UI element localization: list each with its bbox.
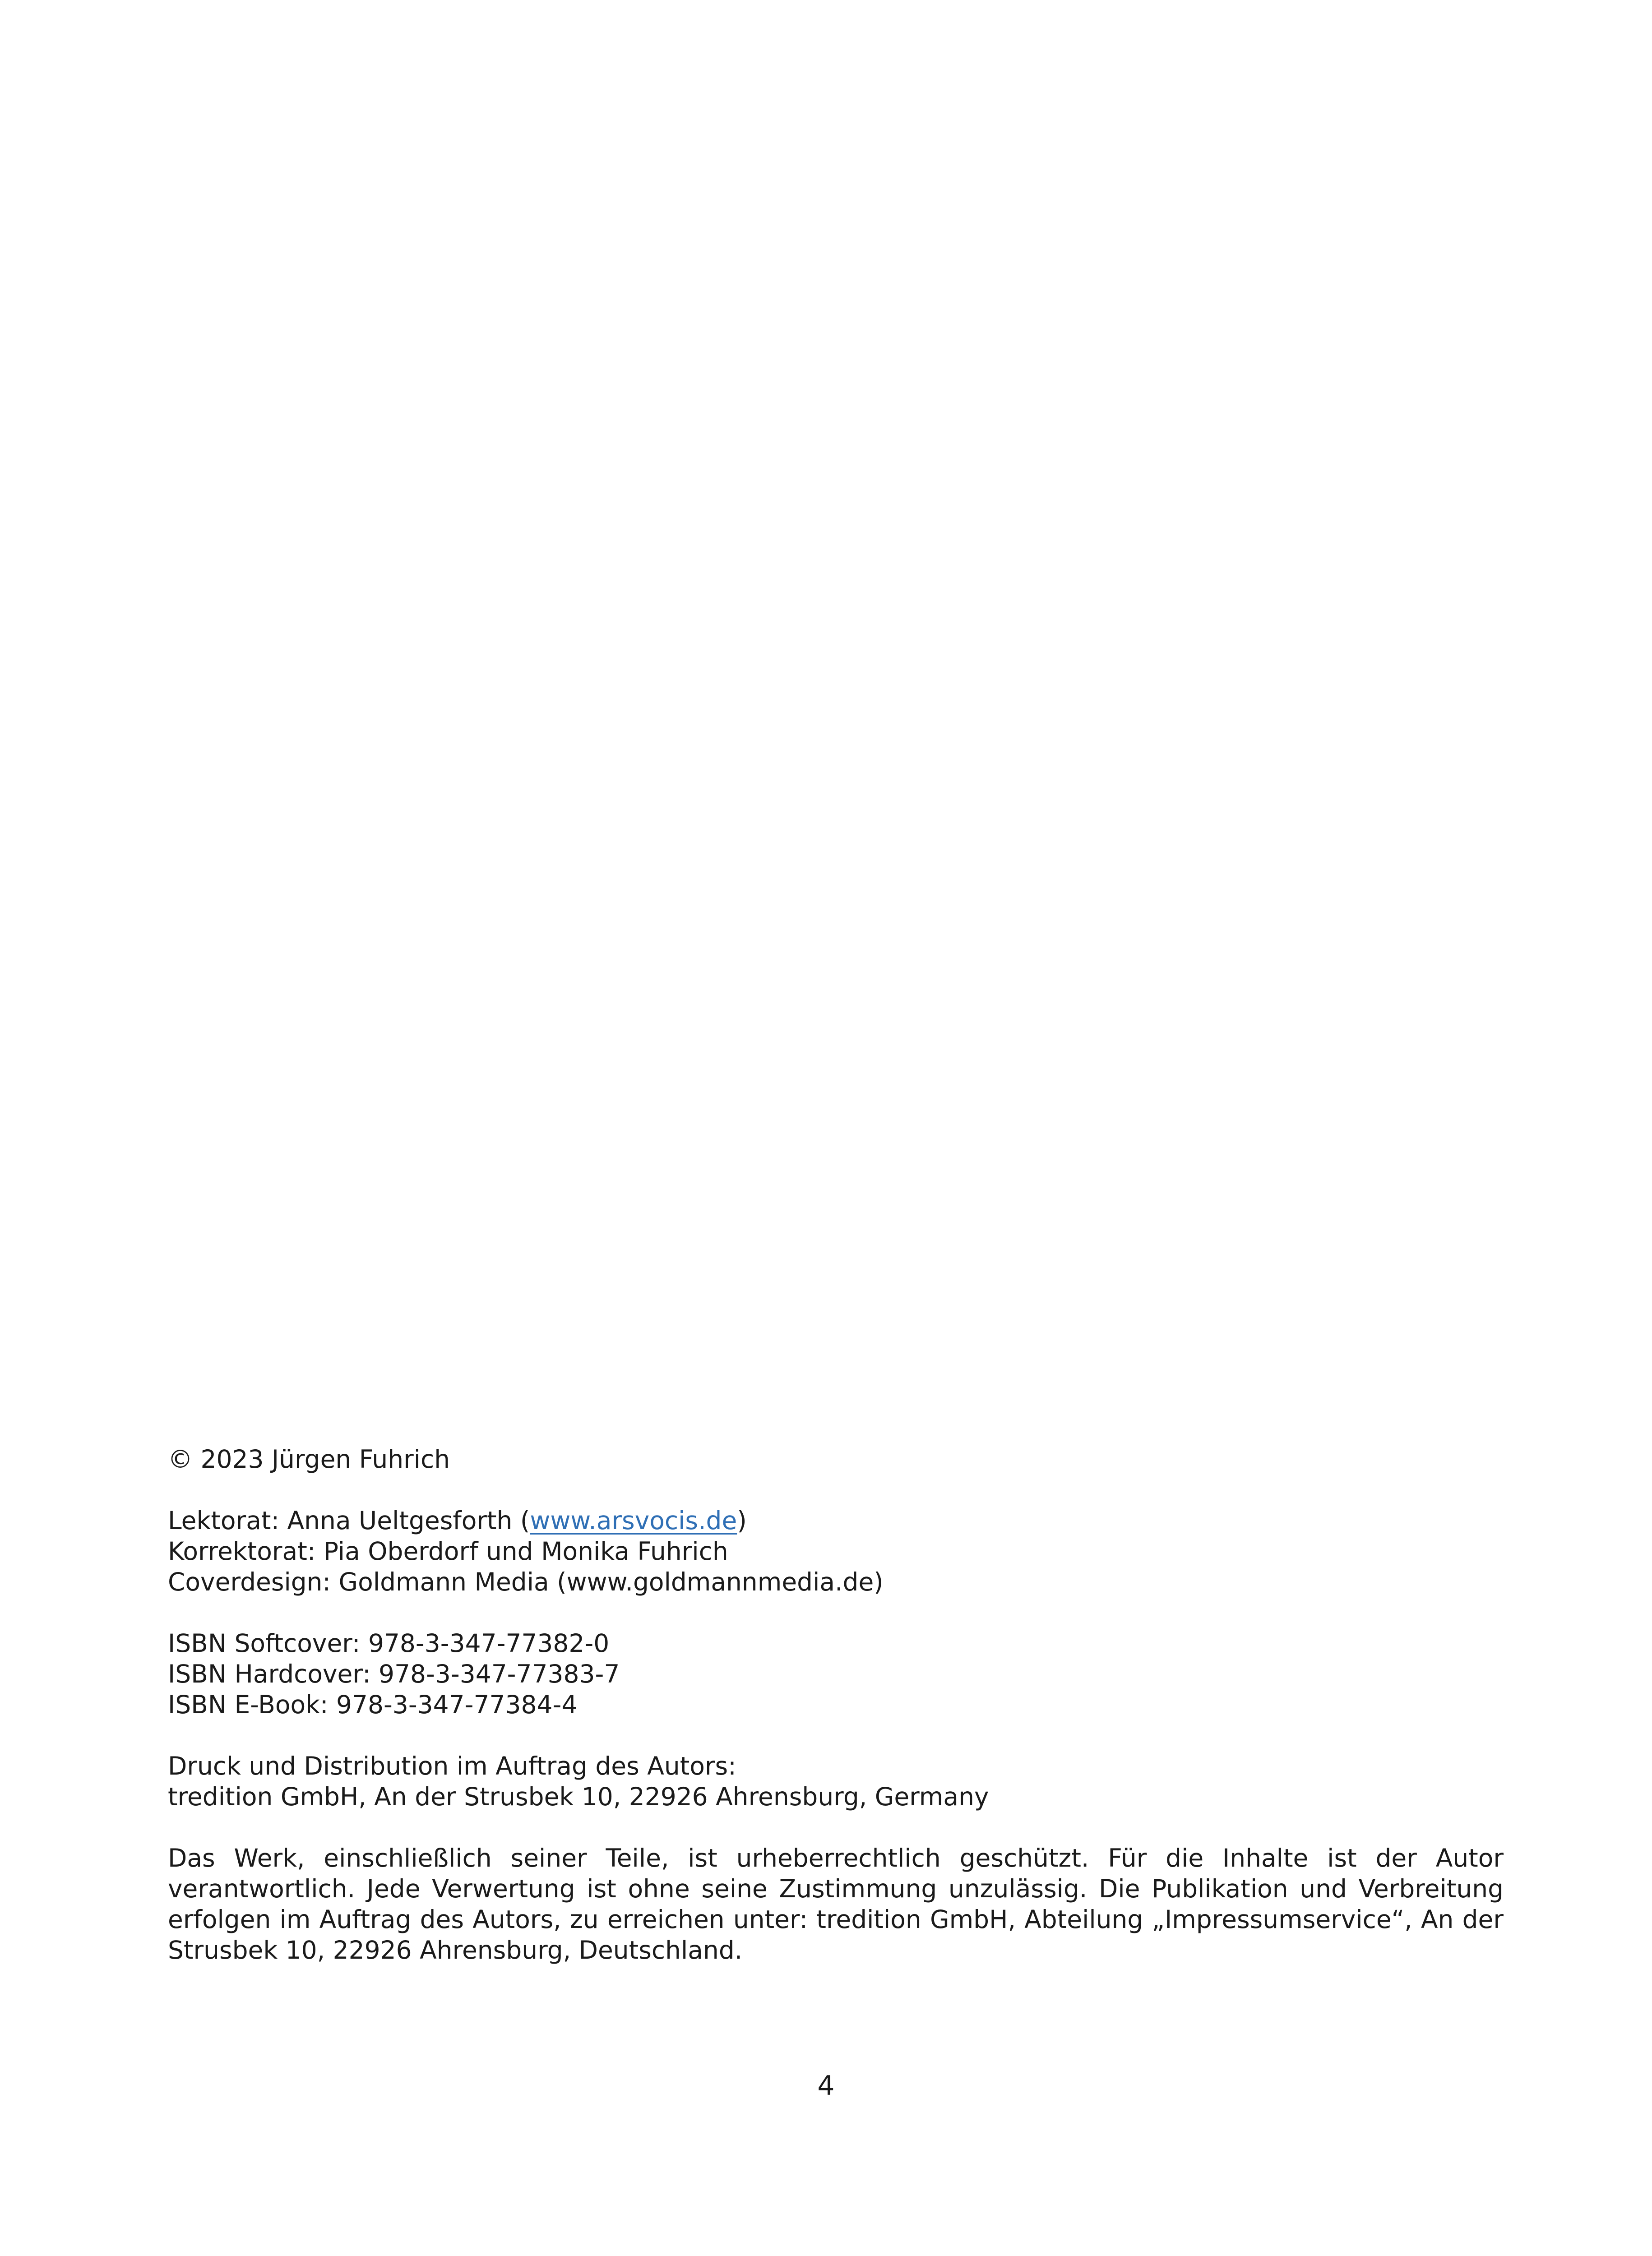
credits-block (168, 1505, 1504, 1597)
copyright-line: © 2023 Jürgen Fuhrich (168, 1445, 450, 1474)
isbn-ebook: ISBN E-Book: 978-3-347-77384-4 (168, 1690, 578, 1719)
imprint-block (168, 1444, 1504, 1965)
arsvocis-link[interactable]: www.arsvocis.de (530, 1506, 737, 1535)
page-number: 4 (817, 2070, 835, 2102)
korrektorat-line: Korrektorat: Pia Oberdorf und Monika Fuhrich (168, 1537, 728, 1566)
lektorat-line (168, 1505, 1504, 1536)
distribution-address: tredition GmbH, An der Strusbek 10, 22926 Ahrensburg, Germany (168, 1782, 989, 1811)
isbn-block (168, 1628, 1504, 1720)
legal-notice: Das Werk, einschließlich seiner Teile, ist urheberrechtlich geschützt. Für die Inhalte ist der Autor verantwortlich. Jede Verwertung ist ohne seine Zustimmung unzulässig. Die Publikation und Verbreitung erfolgen im Auftrag des Autors, zu erreichen unter: tredition GmbH, Abteilung „Impressumservice“, An der Strusbek 10, 22926 Ahrensburg, Deutschland. (168, 1844, 1504, 1965)
isbn-hardcover: ISBN Hardcover: 978-3-347-77383-7 (168, 1660, 620, 1688)
legal-block (168, 1843, 1504, 1965)
lektorat-suffix: ) (737, 1506, 747, 1535)
distribution-block (168, 1751, 1504, 1812)
lektorat-prefix: Lektorat: Anna Ueltgesforth ( (168, 1506, 530, 1535)
distribution-heading: Druck und Distribution im Auftrag des Autors: (168, 1752, 736, 1780)
isbn-softcover: ISBN Softcover: 978-3-347-77382-0 (168, 1629, 610, 1658)
coverdesign-line: Coverdesign: Goldmann Media (www.goldmannmedia.de) (168, 1567, 884, 1596)
